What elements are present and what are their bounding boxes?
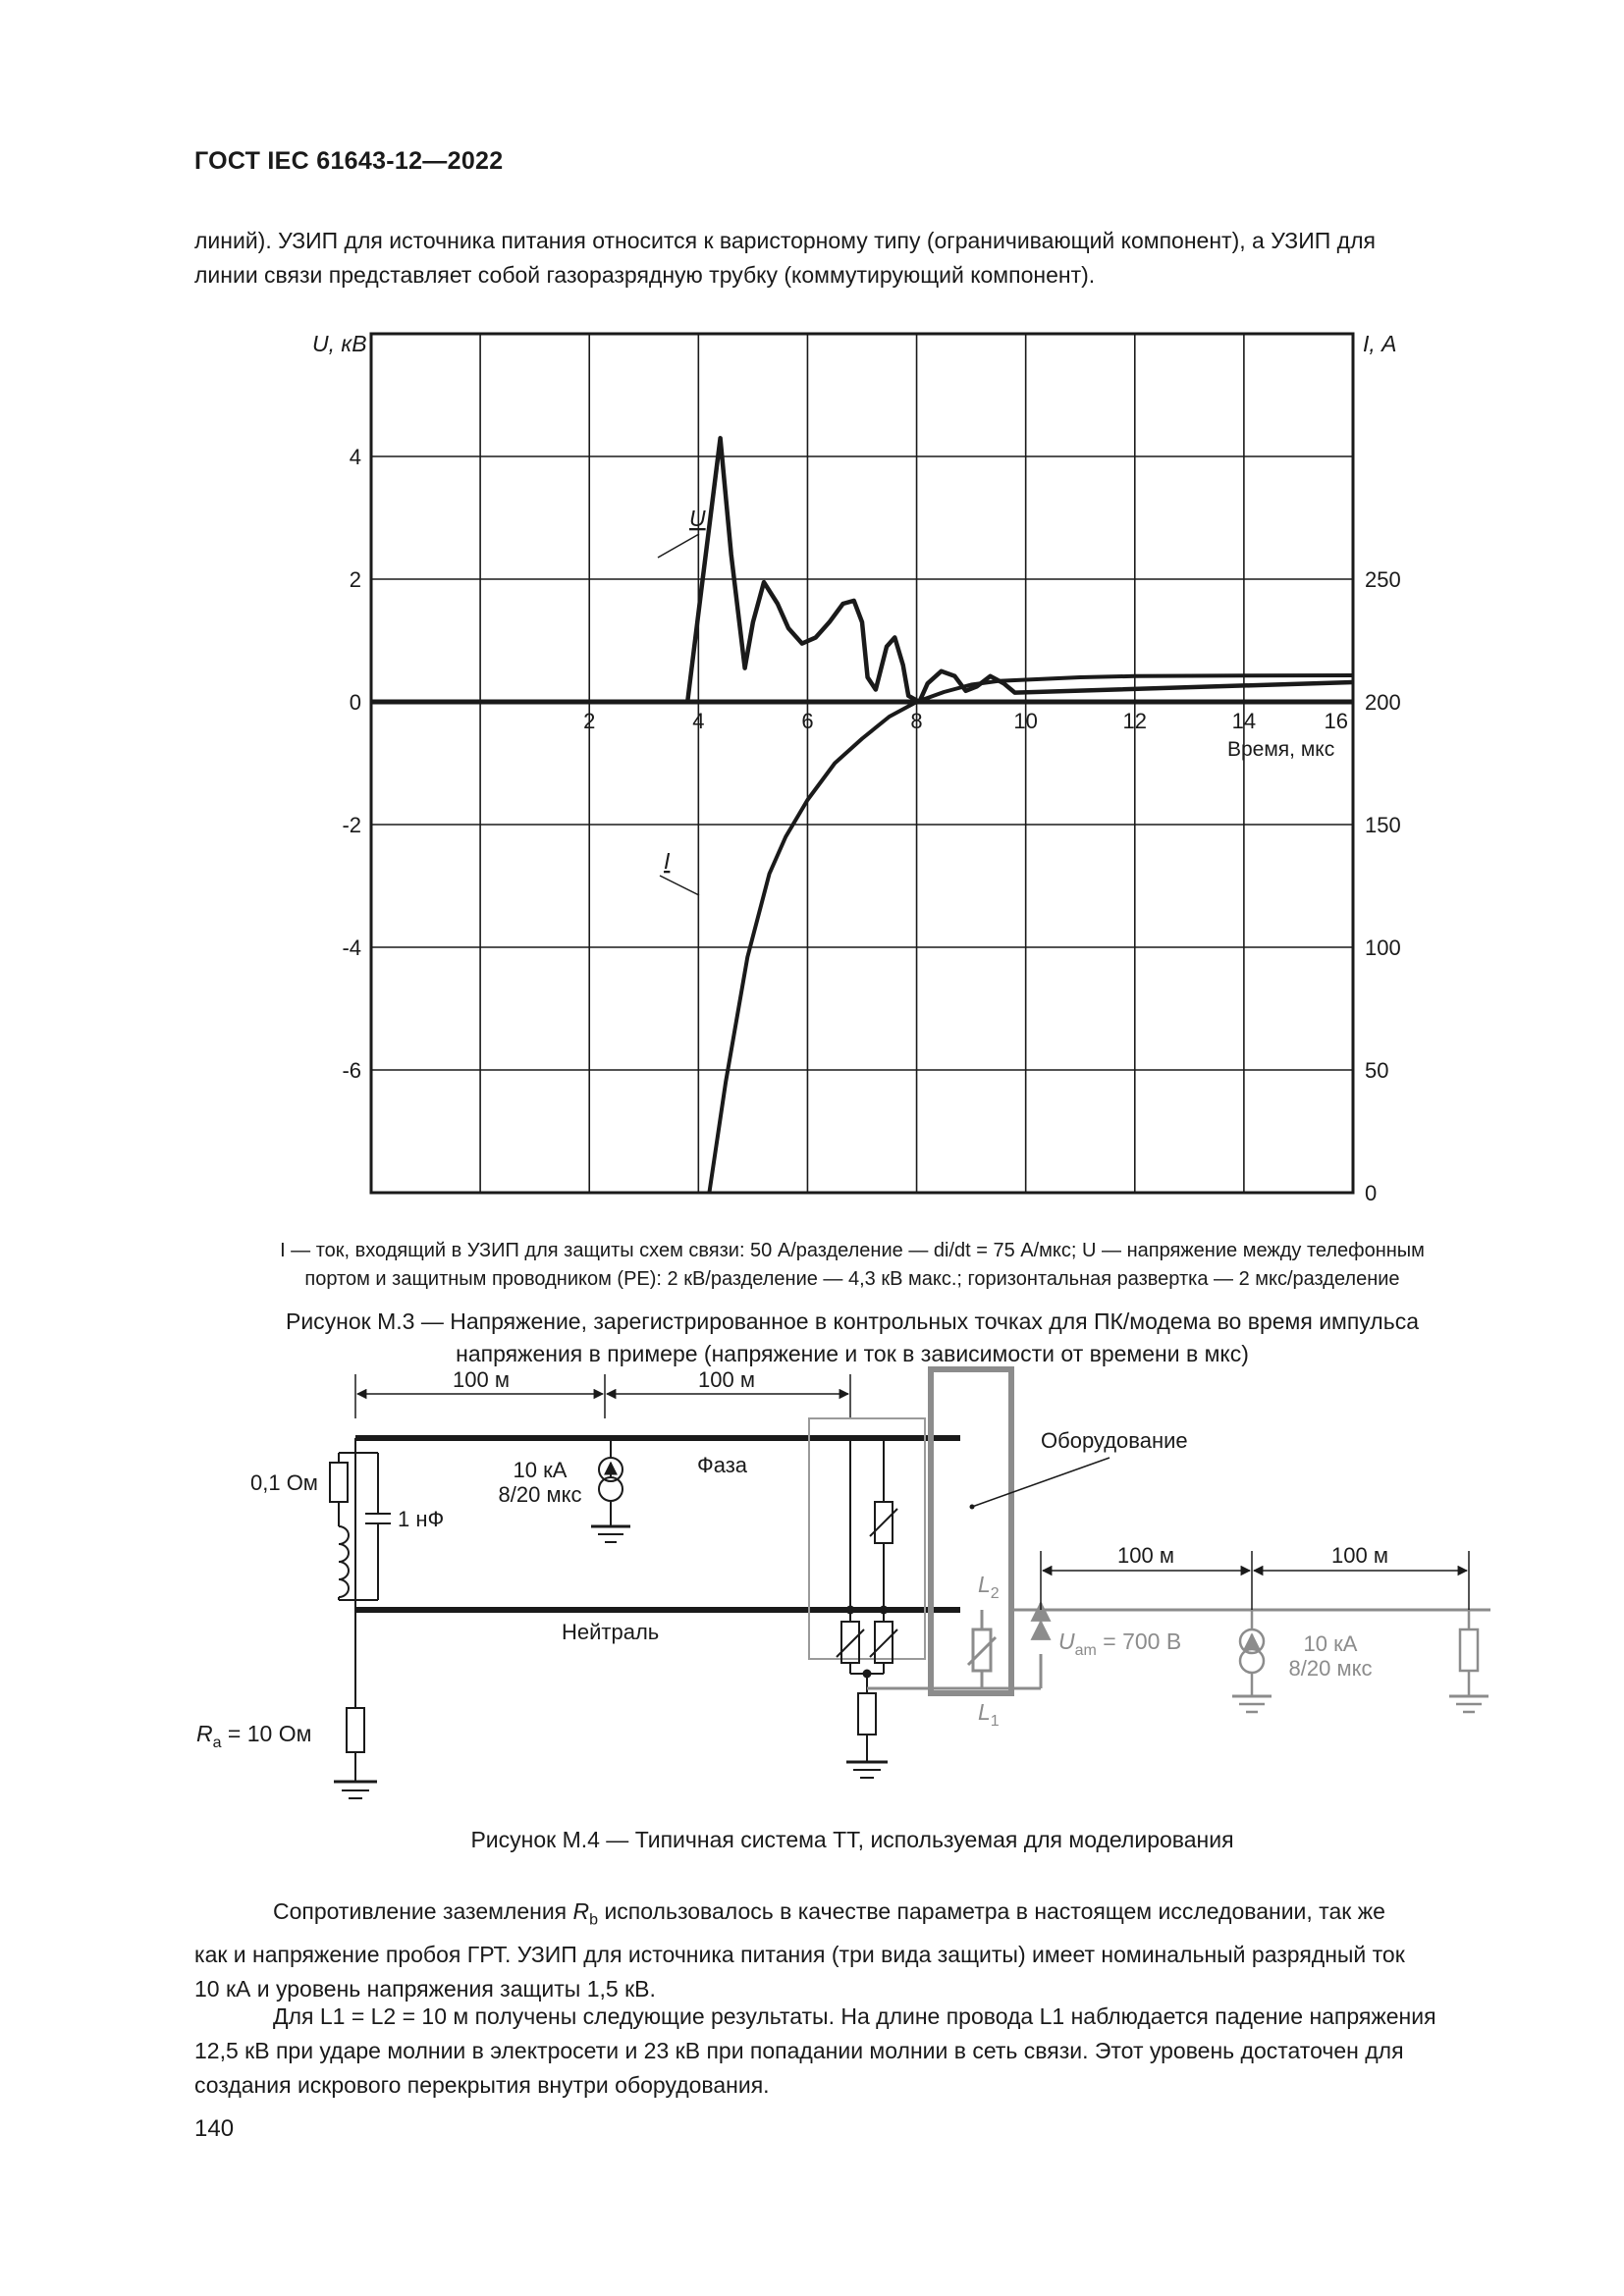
y2-tick-label: 200 bbox=[1365, 690, 1401, 715]
y2-tick-label: 250 bbox=[1365, 567, 1401, 592]
equipment-leader bbox=[972, 1458, 1110, 1507]
y-tick-label: -6 bbox=[342, 1058, 361, 1083]
x-axis-label: Время, мкс bbox=[1227, 738, 1335, 761]
capacitance-label: 1 нФ bbox=[398, 1507, 445, 1531]
resistance-label: 0,1 Ом bbox=[250, 1470, 318, 1495]
distance-label: 100 м bbox=[1117, 1543, 1174, 1568]
tel-wave-label: 8/20 мкс bbox=[1288, 1656, 1373, 1681]
x-tick-label: 4 bbox=[692, 709, 705, 733]
left-axis-label: U, кВ bbox=[312, 331, 367, 356]
caption-line: Рисунок М.3 — Напряжение, зарегистрированное в контрольных точках для ПК/модема во время импульса bbox=[285, 1308, 1419, 1334]
body-line: 10 кА и уровень напряжения защиты 1,5 кВ. bbox=[194, 1975, 656, 2002]
caption-line: напряжения в примере (напряжение и ток в зависимости от времени в мкс) bbox=[456, 1341, 1249, 1366]
y2-tick-label: 100 bbox=[1365, 935, 1401, 960]
body-line: Сопротивление заземления $R_b$ использовалось в качестве параметра в настоящем исследовании, так же bbox=[273, 1898, 1385, 1929]
rlc-network bbox=[330, 1438, 391, 1610]
x-tick-label: 8 bbox=[910, 709, 923, 733]
x-tick-label: 10 bbox=[1013, 709, 1038, 733]
y-tick-label: -4 bbox=[342, 935, 361, 960]
y2-tick-label: 150 bbox=[1365, 813, 1401, 837]
body-line: как и напряжение пробоя ГРТ. УЗИП для источника питания (три вида защиты) имеет номинальный разрядный ток bbox=[194, 1941, 1405, 1967]
tel-current-label: 10 кА bbox=[1303, 1631, 1358, 1656]
intro-line: линии связи представляет собой газоразрядную трубку (коммутирующий компонент). bbox=[194, 262, 1096, 288]
dimension-right bbox=[1041, 1551, 1469, 1610]
note-line: I — ток, входящий в УЗИП для защиты схем связи: 50 А/разделение — di/dt = 75 А/мкс; U — напряжение между телефонным bbox=[280, 1240, 1425, 1261]
body-line: 12,5 кВ при ударе молнии в электросети и 23 кВ при попадании молнии в сеть связи. Этот уровень достаточен для bbox=[194, 2038, 1404, 2063]
earth-resistor-ra bbox=[334, 1610, 377, 1798]
spd-enclosure bbox=[809, 1418, 925, 1659]
y-tick-label: 2 bbox=[349, 567, 361, 592]
body-line: создания искрового перекрытия внутри оборудования. bbox=[194, 2072, 770, 2098]
y-tick-label: 4 bbox=[349, 445, 361, 469]
series-I-label: I bbox=[664, 848, 671, 874]
right-axis-label: I, А bbox=[1363, 331, 1397, 356]
y-tick-label: -2 bbox=[342, 813, 361, 837]
surge-source-power bbox=[591, 1438, 630, 1542]
page-number: 140 bbox=[194, 2115, 235, 2142]
x-tick-label: 6 bbox=[801, 709, 814, 733]
uam-label: $U_{am} = 700$ В bbox=[1058, 1629, 1182, 1659]
document-header: ГОСТ IEC 61643-12—2022 bbox=[194, 147, 504, 175]
distance-label: 100 м bbox=[453, 1367, 510, 1392]
x-tick-label: 14 bbox=[1231, 709, 1257, 733]
x-tick-label: 2 bbox=[583, 709, 596, 733]
ra-label: $R_a = 10$ Ом bbox=[196, 1721, 312, 1751]
body-paragraph-1 bbox=[194, 1895, 1510, 2006]
y-tick-label: 0 bbox=[349, 690, 361, 715]
terminal-resistor bbox=[1449, 1610, 1489, 1712]
equipment-label: Оборудование bbox=[1041, 1428, 1188, 1453]
equipment-box bbox=[931, 1369, 1011, 1693]
note-line: портом и защитным проводником (PE): 2 кВ/разделение — 4,3 кВ макс.; горизонтальная развертка — 2 мкс/разделение bbox=[304, 1268, 1400, 1290]
y2-tick-label: 50 bbox=[1365, 1058, 1389, 1083]
distance-label: 100 м bbox=[1331, 1543, 1388, 1568]
dimension-top bbox=[355, 1374, 850, 1418]
distance-label: 100 м bbox=[698, 1367, 755, 1392]
x-tick-label: 16 bbox=[1324, 709, 1348, 733]
intro-line: линий). УЗИП для источника питания относится к варисторному типу (ограничивающий компонент), а УЗИП для bbox=[194, 228, 1376, 253]
neutral-label: Нейтраль bbox=[562, 1620, 660, 1644]
x-tick-label: 12 bbox=[1122, 709, 1148, 733]
phase-label: Фаза bbox=[697, 1453, 748, 1477]
l1-label: $L_1$ bbox=[978, 1699, 1000, 1730]
body-line: Для L1 = L2 = 10 м получены следующие результаты. На длине провода L1 наблюдается падение напряжения bbox=[273, 2003, 1436, 2029]
figure-m4-caption: Рисунок М.4 — Типичная система ТТ, используемая для моделирования bbox=[470, 1827, 1234, 1852]
y2-tick-label: 0 bbox=[1365, 1181, 1378, 1205]
source-wave-label: 8/20 мкс bbox=[498, 1482, 582, 1507]
surge-source-telecom bbox=[1232, 1610, 1272, 1712]
series-U-label: U bbox=[689, 506, 706, 531]
source-current-label: 10 кА bbox=[513, 1458, 568, 1482]
body-paragraph-2 bbox=[194, 2000, 1510, 2103]
l2-label: $L_2$ bbox=[978, 1572, 1000, 1602]
